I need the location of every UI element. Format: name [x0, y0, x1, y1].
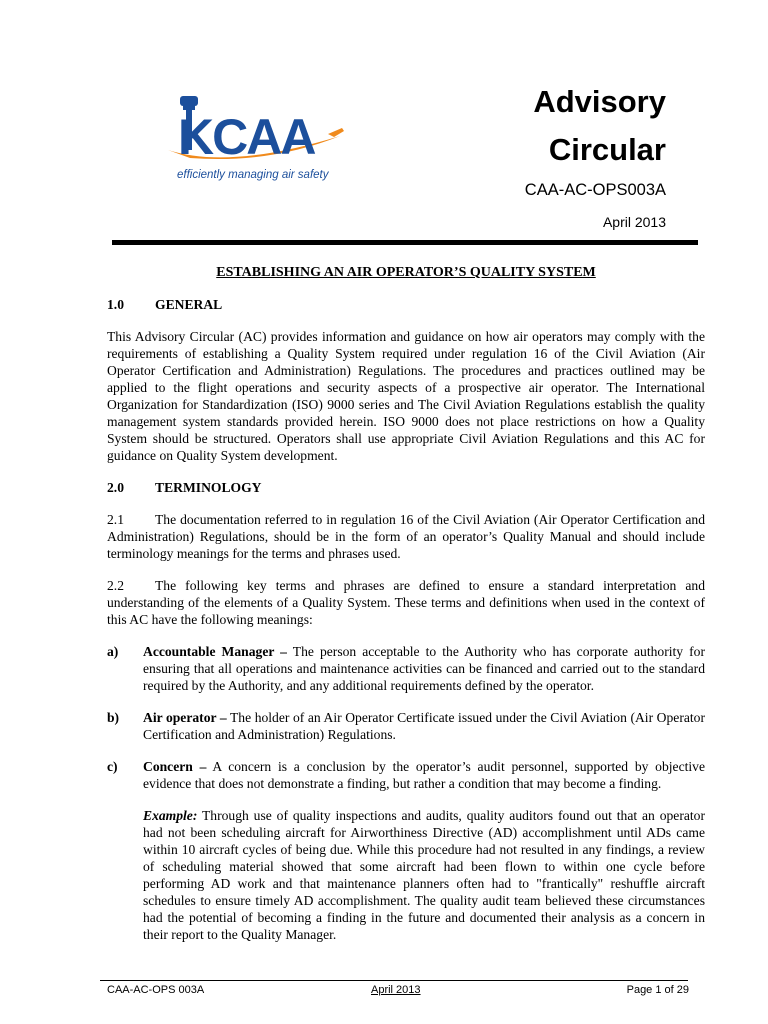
logo-tagline: efficiently managing air safety	[177, 169, 329, 181]
definition-item	[107, 709, 705, 743]
item-body	[143, 643, 705, 694]
item-letter: c)	[107, 759, 118, 774]
paragraph-text: The documentation referred to in regulation 16 of the Civil Aviation (Air Operator Certification and Administration) Regulations, should be in the form of an operator’s Quality Manual and should include terminology meanings for the terms and phrases used.	[107, 512, 705, 561]
section-number: 2.0	[107, 480, 124, 495]
title-block	[525, 86, 666, 230]
item-body	[143, 758, 705, 792]
paragraph-2-1	[107, 511, 705, 562]
example-paragraph	[143, 807, 705, 943]
document-body	[107, 264, 705, 943]
section-heading-terminology	[107, 479, 705, 496]
circular-code: CAA-AC-OPS003A	[524, 181, 666, 199]
item-text: The holder of an Air Operator Certificate issued under the Civil Aviation (Air Operator Certification and Administration) Regulations.	[143, 710, 705, 742]
section-heading-general	[107, 296, 705, 313]
item-text: The person acceptable to the Authority who has corporate authority for ensuring that all operations and maintenance activities can be financed and carried out to the standard required by the Authority, and any additional requirements defined by the operator.	[143, 644, 705, 693]
logo-text: KCAA	[178, 109, 315, 165]
paragraph-number: 2.1	[107, 512, 124, 527]
definition-item	[107, 643, 705, 694]
section-title: TERMINOLOGY	[155, 480, 262, 495]
footer-date: April 2013	[371, 984, 421, 996]
document-title: ESTABLISHING AN AIR OPERATOR’S QUALITY SYSTEM	[216, 265, 596, 280]
general-paragraph: This Advisory Circular (AC) provides information and guidance on how air operators may comply with the requirements of establishing a Quality System required under regulation 16 of the Civil Aviation (Air Operator Certification and Administration) Regulations. The procedures and practices outlined may be applied to the flight operations and security aspects of a prospective air operator. The International Organization for Standardization (ISO) 9000 series and The Civil Aviation Regulations establish the quality management system standards provided herein. ISO 9000 does not place restrictions on how a Quality System should be structured. Operators shall use appropriate Civil Aviation Regulations and this AC for guidance on Quality System development.	[107, 329, 705, 463]
logo-plane-icon	[328, 128, 344, 137]
item-term: Concern –	[143, 759, 207, 774]
section-number: 1.0	[107, 297, 124, 312]
footer-doc-code: CAA-AC-OPS 003A	[107, 984, 205, 996]
item-letter: b)	[107, 710, 120, 725]
paragraph-number: 2.2	[107, 578, 124, 593]
item-body	[143, 709, 705, 743]
section-title: GENERAL	[155, 297, 223, 312]
item-term: Accountable Manager –	[143, 644, 287, 659]
paragraph-text: The following key terms and phrases are defined to ensure a standard interpretation and understanding of the elements of a Quality System. These terms and definitions when used in the context of this AC have the following meanings:	[107, 578, 705, 627]
item-term: Air operator –	[143, 710, 227, 725]
example-label: Example:	[143, 808, 198, 823]
paragraph-2-2	[107, 577, 705, 628]
definition-item	[107, 758, 705, 792]
header-divider	[112, 240, 698, 245]
circular-date: April 2013	[602, 214, 666, 230]
title-circular: Circular	[548, 132, 666, 167]
footer-page-number: Page 1 of 29	[626, 984, 689, 996]
footer-divider	[100, 980, 688, 981]
title-advisory: Advisory	[533, 84, 666, 119]
item-text: A concern is a conclusion by the operator’s audit personnel, supported by objective evidence that does not demonstrate a finding, but rather a condition that may become a finding.	[143, 759, 706, 791]
example-text: Through use of quality inspections and audits, quality auditors found out that an operator had not been scheduling aircraft for Airworthiness Directive (AD) accomplishment until ADs came within 10 aircraft cycles of being due. While this procedure had not resulted in any findings, a review of scheduling material showed that some aircraft had been flown to within one cycle before performing AD work and that maintenance planners often had to "frantically" reshuffle aircraft schedules to ensure timely AD accomplishment. The quality audit team believed these circumstances had the potential of becoming a finding in the future and documented their analysis as a concern in their report to the Quality Manager.	[143, 808, 705, 942]
item-letter: a)	[107, 644, 119, 659]
